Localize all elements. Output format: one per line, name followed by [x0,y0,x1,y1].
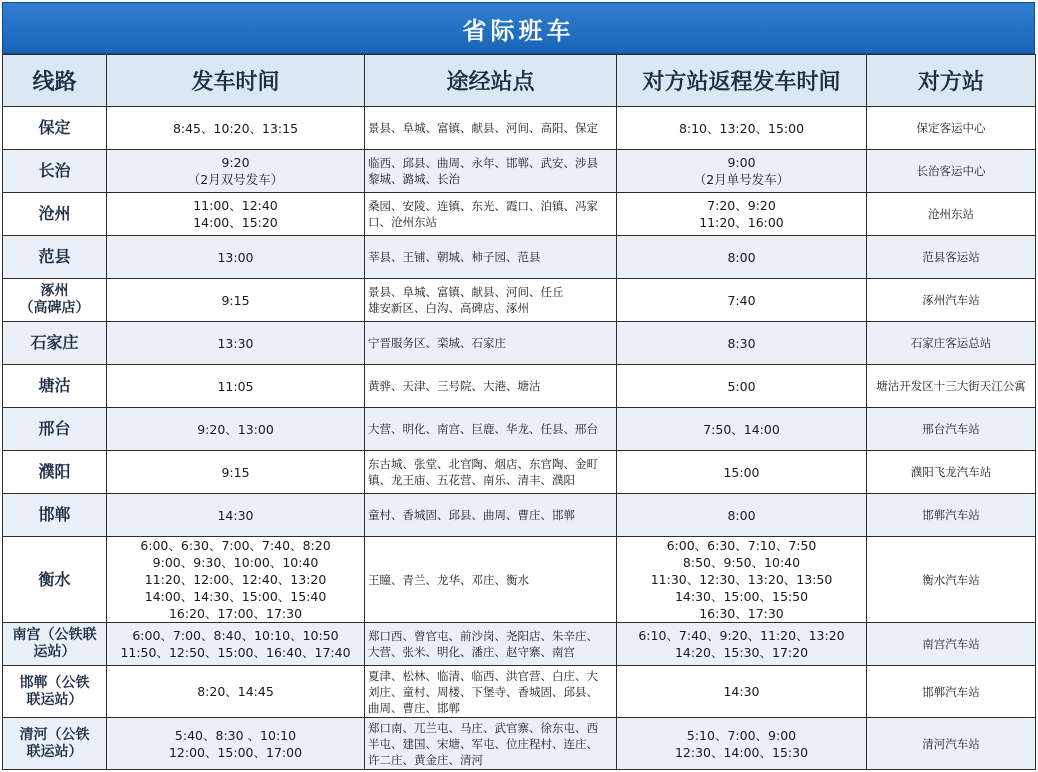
depart-time-cell: 11:00、12:40 14:00、15:20 [107,193,365,236]
route-cell: 石家庄 [3,322,107,365]
route-cell: 保定 [3,107,107,150]
destination-cell: 保定客运中心 [867,107,1036,150]
depart-time-cell: 9:15 [107,451,365,494]
header-route: 线路 [3,55,107,107]
table-row [3,537,1036,623]
depart-time-cell: 9:15 [107,279,365,322]
table-row [3,236,1036,279]
table-row [3,623,1036,666]
table-row [3,150,1036,193]
table-row [3,451,1036,494]
route-cell: 涿州 （高碑店） [3,279,107,322]
destination-cell: 南宫汽车站 [867,623,1036,666]
destination-cell: 涿州汽车站 [867,279,1036,322]
return-time-cell: 8:00 [617,494,867,537]
return-time-cell: 5:00 [617,365,867,408]
table-row [3,279,1036,322]
destination-cell: 长治客运中心 [867,150,1036,193]
stops-cell: 桑园、安陵、连镇、东光、霞口、泊镇、冯家 口、沧州东站 [365,193,617,236]
table-row [3,666,1036,718]
stops-cell: 王瞳、青兰、龙华、邓庄、衡水 [365,537,617,623]
destination-cell: 范县客运站 [867,236,1036,279]
table-row [3,494,1036,537]
stops-cell: 郑口南、兀兰屯、马庄、武官寨、徐东屯、西 半屯、建国、宋塘、军屯、位庄程村、连庄、 许二庄、黄金庄、清河 [365,718,617,770]
route-cell: 邢台 [3,408,107,451]
page-title: 省际班车 [2,2,1035,54]
destination-cell: 塘沽开发区十三大街天江公寓 [867,365,1036,408]
return-time-cell: 7:50、14:00 [617,408,867,451]
return-time-cell: 8:10、13:20、15:00 [617,107,867,150]
header-stops: 途经站点 [365,55,617,107]
return-time-cell: 5:10、7:00、9:00 12:30、14:00、15:30 [617,718,867,770]
stops-cell: 临西、邱县、曲周、永年、邯郸、武安、涉县 黎城、潞城、长治 [365,150,617,193]
header-return-time: 对方站返程发车时间 [617,55,867,107]
table-row [3,193,1036,236]
return-time-cell: 15:00 [617,451,867,494]
return-time-cell: 6:10、7:40、9:20、11:20、13:20 14:20、15:30、17:20 [617,623,867,666]
stops-cell: 宁晋服务区、栾城、石家庄 [365,322,617,365]
route-cell: 塘沽 [3,365,107,408]
stops-cell: 莘县、王铺、朝城、柿子园、范县 [365,236,617,279]
stops-cell: 东古城、张堂、北官陶、烟店、东官陶、金町 镇、龙王庙、五花营、南乐、清丰、濮阳 [365,451,617,494]
table-row [3,107,1036,150]
stops-cell: 景县、阜城、富镇、献县、河间、高阳、保定 [365,107,617,150]
depart-time-cell: 13:00 [107,236,365,279]
route-cell: 长治 [3,150,107,193]
return-time-cell: 8:30 [617,322,867,365]
route-cell: 濮阳 [3,451,107,494]
destination-cell: 衡水汽车站 [867,537,1036,623]
depart-time-cell: 8:45、10:20、13:15 [107,107,365,150]
return-time-cell: 7:20、9:20 11:20、16:00 [617,193,867,236]
return-time-cell: 14:30 [617,666,867,718]
route-cell: 衡水 [3,537,107,623]
route-cell: 清河（公铁 联运站） [3,718,107,770]
stops-cell: 黄骅、天津、三号院、大港、塘沽 [365,365,617,408]
return-time-cell: 8:00 [617,236,867,279]
table-row [3,322,1036,365]
stops-cell: 大营、明化、南宫、巨鹿、华龙、任县、邢台 [365,408,617,451]
destination-cell: 石家庄客运总站 [867,322,1036,365]
depart-time-cell: 14:30 [107,494,365,537]
route-cell: 沧州 [3,193,107,236]
depart-time-cell: 6:00、6:30、7:00、7:40、8:20 9:00、9:30、10:00、10:40 11:20、12:00、12:40、13:20 14:00、14:30、15:00、15:40 16:20、17:00、17:30 [107,537,365,623]
schedule-sheet [2,2,1035,770]
header-destination: 对方站 [867,55,1036,107]
return-time-cell: 6:00、6:30、7:10、7:50 8:50、9:50、10:40 11:30、12:30、13:20、13:50 14:30、15:00、15:50 16:30、17:30 [617,537,867,623]
header-depart-time: 发车时间 [107,55,365,107]
route-cell: 范县 [3,236,107,279]
depart-time-cell: 9:20 （2月双号发车） [107,150,365,193]
destination-cell: 邯郸汽车站 [867,494,1036,537]
return-time-cell: 9:00 （2月单号发车） [617,150,867,193]
schedule-table [2,54,1036,770]
table-row [3,408,1036,451]
stops-cell: 童村、香城固、邱县、曲周、曹庄、邯郸 [365,494,617,537]
table-row [3,365,1036,408]
depart-time-cell: 13:30 [107,322,365,365]
stops-cell: 夏津、松林、临清、临西、洪官营、白庄、大 刘庄、童村、周楼、下堡寺、香城固、邱县、 曲周、曹庄、邯郸 [365,666,617,718]
depart-time-cell: 9:20、13:00 [107,408,365,451]
destination-cell: 邢台汽车站 [867,408,1036,451]
depart-time-cell: 8:20、14:45 [107,666,365,718]
depart-time-cell: 11:05 [107,365,365,408]
return-time-cell: 7:40 [617,279,867,322]
depart-time-cell: 5:40、8:30 、10:10 12:00、15:00、17:00 [107,718,365,770]
route-cell: 邯郸 [3,494,107,537]
depart-time-cell: 6:00、7:00、8:40、10:10、10:50 11:50、12:50、15:00、16:40、17:40 [107,623,365,666]
stops-cell: 景县、阜城、富镇、献县、河间、任丘 雄安新区、白沟、高碑店、涿州 [365,279,617,322]
stops-cell: 郑口西、曾官屯、前沙岗、尧阳店、朱辛庄、 大营、张米、明化、潘庄、赵守寨、南宫 [365,623,617,666]
route-cell: 南宫（公铁联 运站） [3,623,107,666]
table-row [3,718,1036,770]
destination-cell: 邯郸汽车站 [867,666,1036,718]
destination-cell: 清河汽车站 [867,718,1036,770]
route-cell: 邯郸（公铁 联运站） [3,666,107,718]
destination-cell: 濮阳飞龙汽车站 [867,451,1036,494]
header-row [3,55,1036,107]
destination-cell: 沧州东站 [867,193,1036,236]
